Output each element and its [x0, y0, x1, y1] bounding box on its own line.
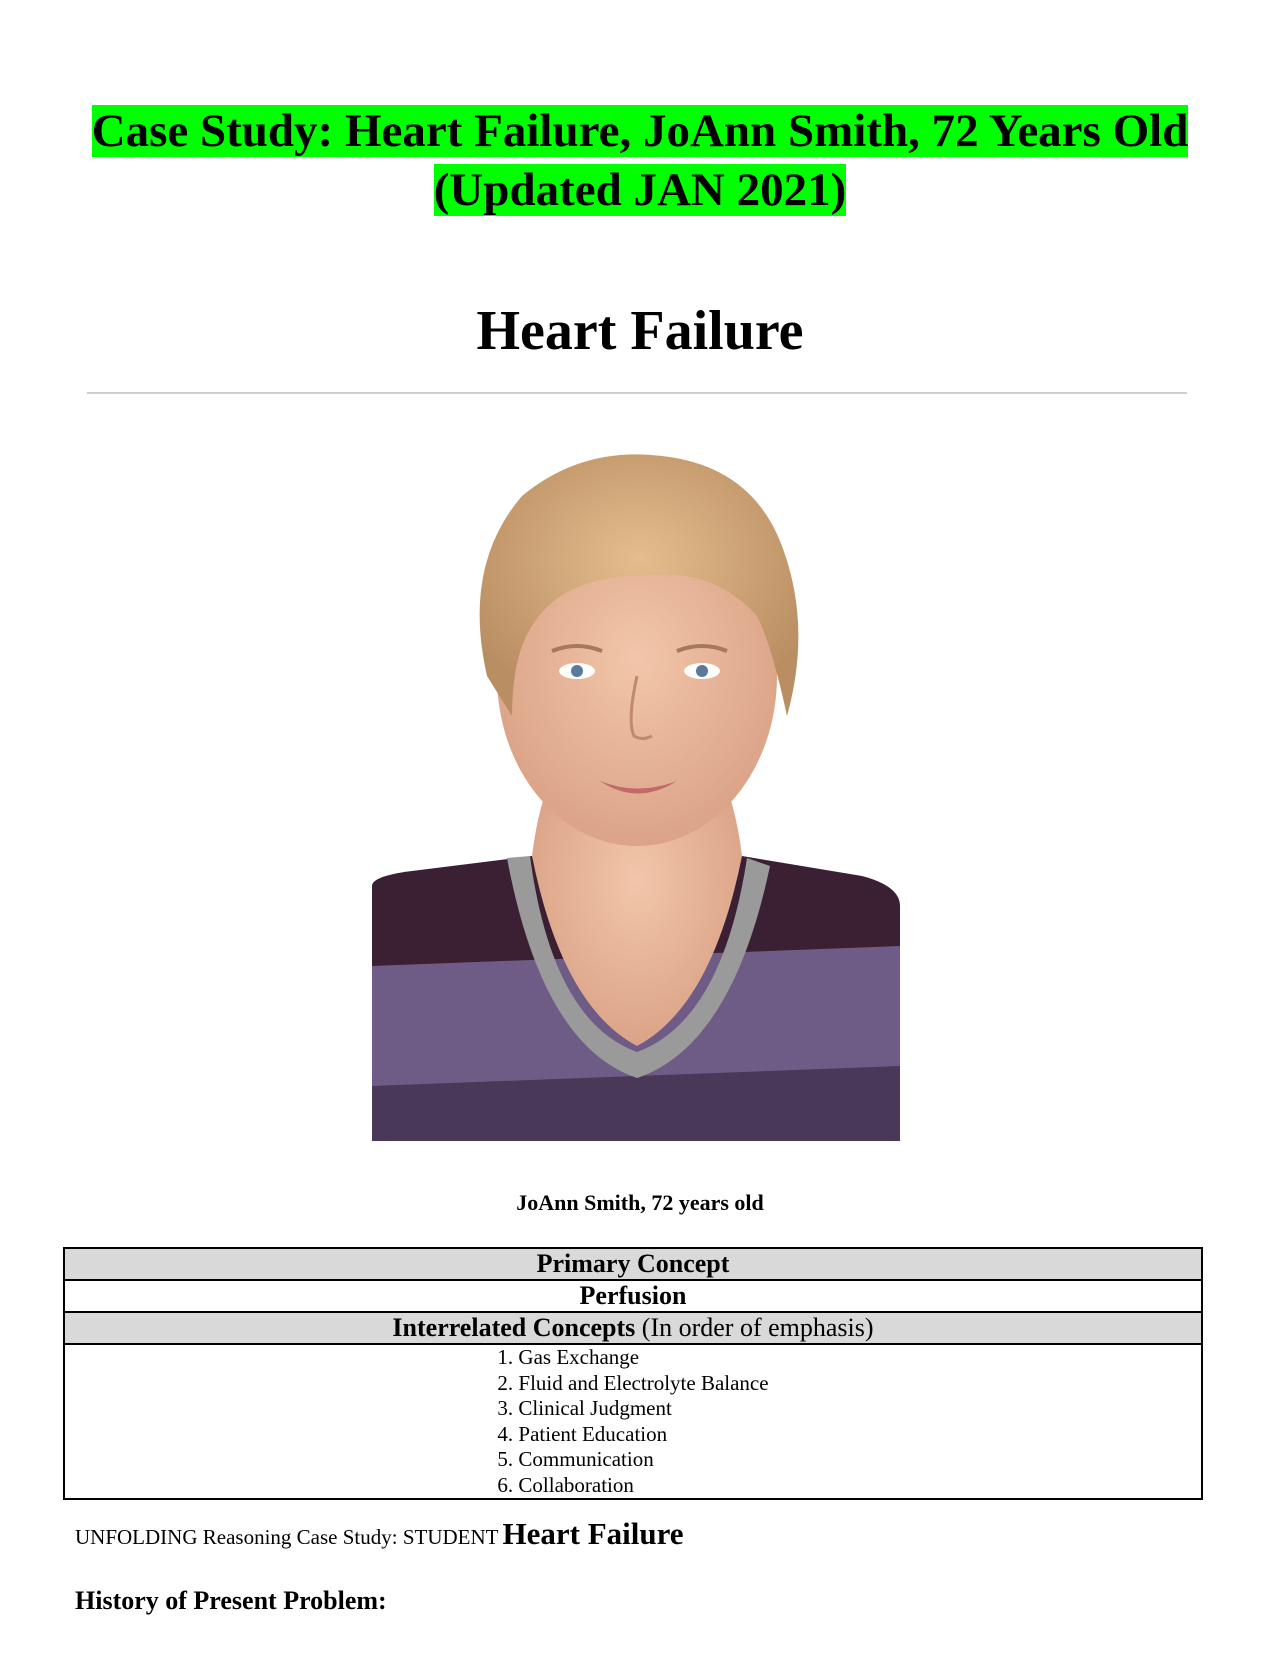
- concepts-table: [63, 1247, 1203, 1500]
- primary-concept-header: Primary Concept: [64, 1248, 1202, 1280]
- main-heading: Heart Failure: [476, 300, 804, 362]
- history-heading: History of Present Problem:: [75, 1586, 387, 1615]
- document-title: [40, 102, 1240, 220]
- list-item: 6. Collaboration: [497, 1472, 634, 1497]
- patient-portrait: [372, 446, 900, 1141]
- title-line-2: (Updated JAN 2021): [433, 164, 847, 216]
- interrelated-concepts-list-cell: [64, 1344, 1202, 1499]
- interrelated-concepts-list: [497, 1345, 768, 1498]
- horizontal-divider: [87, 392, 1187, 394]
- list-item: 5. Communication: [497, 1447, 654, 1471]
- title-line-1: Case Study: Heart Failure, JoAnn Smith, 72 Years Old: [91, 105, 1189, 157]
- case-study-label-line: [75, 1516, 684, 1552]
- interrelated-concepts-header: [64, 1312, 1202, 1344]
- interrelated-concepts-label: Interrelated Concepts: [392, 1313, 636, 1342]
- list-item: 2. Fluid and Electrolyte Balance: [497, 1370, 769, 1395]
- list-item: 3. Clinical Judgment: [497, 1396, 672, 1420]
- case-study-title: Heart Failure: [502, 1516, 684, 1551]
- case-study-label: UNFOLDING Reasoning Case Study: STUDENT: [75, 1525, 499, 1549]
- list-item: 4. Patient Education: [497, 1421, 668, 1446]
- portrait-caption: JoAnn Smith, 72 years old: [516, 1190, 764, 1215]
- interrelated-concepts-note: (In order of emphasis): [641, 1313, 874, 1342]
- list-item: 1. Gas Exchange: [497, 1345, 640, 1369]
- primary-concept-value: Perfusion: [64, 1280, 1202, 1312]
